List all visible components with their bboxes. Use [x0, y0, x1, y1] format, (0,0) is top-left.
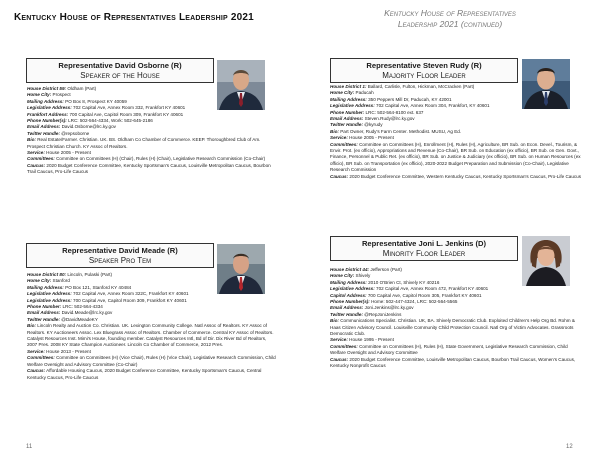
service: Service: House 2013 - Present	[27, 348, 91, 354]
info-line: Legislative Address: 702 Capital Ave, Annex Room 322C, Frankfort KY 40601	[27, 291, 189, 297]
rep-header-rudy	[330, 58, 518, 83]
info-line: House District 80: Lincoln, Pulaski (Part)	[27, 272, 113, 277]
caucus: Caucus: 2020 Budget Conference Committee, Western Kentucky Caucus, Kentucky Sportsman's Caucus, Pro-Life Caucus	[330, 173, 582, 179]
rep-info-jenkins	[330, 267, 582, 370]
title-line-2: Leadership 2021 (continued)	[397, 19, 503, 29]
page-title: Kentucky House of Representatives Leadership 2021	[14, 12, 254, 23]
info-line: Legislative Address: 702 Capital Ave, Annex Room 472, Frankfort KY 40601	[330, 286, 489, 292]
bio: Bio: Part Owner, Rudy's Farm Center. Methodist. MUSU, Ag Ed.	[330, 128, 462, 134]
page-number-left: 11	[26, 444, 33, 450]
info-line: Frankfort Address: 700 Capital Ave, Capitol Room 309, Frankfort KY 40601	[27, 111, 184, 117]
info-line: Email Address: Steven.Rudy@lrc.ky.gov	[330, 116, 415, 122]
page-number-right: 12	[566, 444, 573, 450]
info-line: Legislative Address: 702 Capital Ave, Annex Room 332, Frankfort KY 40601	[27, 105, 186, 111]
service: Service: House 2005 - Present	[330, 135, 394, 141]
rep-role: Speaker of the House	[80, 71, 160, 80]
rep-header-jenkins	[330, 236, 518, 261]
caucus: Caucus: Affordable Housing Caucus, 2020 Budget Conference Committee, Kentucky Sportsman's Caucus, Central Kentucky Caucus, Pro-Life Caucus	[27, 368, 262, 380]
rep-info-rudy	[330, 84, 582, 180]
info-line: Phone Number(s): Home: 502-447-4324, LRC: 502-564-5565	[330, 299, 458, 305]
rep-name: Representative David Osborne (R)	[58, 61, 182, 70]
info-line: Mailing Address: 2010 O'Brien Ct, Shively KY 40216	[330, 279, 440, 285]
info-line: Legislative Address: 702 Capital Ave, Annex Room 304, Frankfort, KY 40601	[330, 103, 490, 109]
rep-name: Representative Steven Rudy (R)	[366, 61, 482, 70]
info-line: Mailing Address: PO Box 121, Stanford KY 40484	[27, 284, 132, 290]
rep-role: Majority Floor Leader	[382, 71, 466, 80]
rep-info-meade	[27, 272, 277, 381]
info-line: Phone Number: LRC: 502-564-8100 ext. 637	[330, 109, 424, 115]
caucus: Caucus: 2020 Budget Conference Committee, Louisville Metropolitan Caucus, Bourbon Trail Caucus, Women's Caucus, Kentucky Nonprofit Caucus	[330, 356, 576, 369]
caucus: Caucus: 2020 Budget Conference Committee, Kentucky Sportsman's Caucus, Louisville Metropolitan Caucus, Bourbon Trail Caucus, Pro-Life Caucus	[27, 162, 271, 175]
info-line: Home City: Paducah	[330, 90, 374, 96]
info-line: House District 44: Jefferson (Part)	[330, 267, 402, 272]
rep-header-osborne	[26, 58, 214, 83]
info-line: Home City: Shively	[330, 273, 371, 279]
committees: Committees: Committee on Committees (H), Enrollment (H), Rules (H), Agriculture, BR Sub. on Econ. Devel., Tourism, & Envir. Prot. (ex officio), Appropriations and Revenue (Co-Chair), BR Sub. on Education (ex officio), BR Sub. on Gen. Govt., Finance, Personnel & Public Ret. (ex officio), BR Sub. on Justice & Judiciary (ex officio), BR Sub. on Human Resources (ex officio), BR Sub. on Transportation (ex officio), 2020-2022 Budget Preparation and Submission (Co-Chair), Legislative Research Commission	[330, 141, 581, 173]
bio: Bio: Communications Specialist. Christian. UK, BA. Shively Democratic Club. Exploited Children's Help Org Bd. Rohm & Haas Citizen Advisory Council. Louisville Community Child Protection Council. Natl Org of Victim Advocates. Grassroots Democratic Club.	[330, 318, 575, 337]
title-line-1: Kentucky House of Representatives	[384, 8, 516, 18]
service: Service: House 1995 - Present	[330, 337, 394, 343]
bio: Bio: Lincoln Realty and Auction Co. Christian. UK. Lexington Community College. Natl Assoc of Realtors. KY Assoc of Realtors. KY Auctioneers Assoc. Lex Bluegrass Assoc of Realtors. Chamber of Commerce. Central KY Assoc of Realtors. Catalyst Resources Inst. Mimi's House, founding member. Catalyst Resources Intl, Bd of Dir. Dix River Bd of Realtors, 2007 Pres. 2008 KY State Champion Auctioneer. Lincoln Co Chamber of Commerce, 2012 Pres.	[27, 323, 274, 348]
rep-header-meade	[26, 243, 214, 268]
info-line: Twitter Handle: @repsoborne	[27, 130, 90, 136]
rep-role: Speaker Pro Tem	[88, 256, 152, 265]
bio: Bio: Real Estate/Farmer. Christian. UK. BS. Oldham Co Chamber of Commerce. KEEP. Thoroughbred Club of Am. Prospect Christian Church. KY Assoc of Realtors.	[27, 137, 261, 149]
info-line: House District 1: Ballard, Carlisle, Fulton, Hickman, McCracken (Part)	[330, 84, 475, 89]
info-line: Phone Number: LRC: 502-564-4334	[27, 304, 103, 310]
info-line: Legislative Address: 700 Capital Ave, Capitol Room 309, Frankfort KY 40601	[27, 297, 187, 303]
info-line: Home City: Stanford	[27, 278, 70, 284]
committees: Committees: Committee on Committees (H) (Chair), Rules (H) (Chair), Legislative Research Commission (Co-Chair)	[27, 156, 266, 162]
info-line: Twitter Handle: @RepJoniJenkins	[330, 311, 402, 317]
info-line: Phone Number(s): LRC: 502-564-4334, Work: 502-645-2186	[27, 118, 153, 124]
info-line: Mailing Address: 350 Peppers Mill Dr, Paducah, KY 42001	[330, 96, 452, 102]
info-line: Twitter Handle: @kyrudy	[330, 122, 383, 128]
info-line: Home City: Prospect	[27, 92, 71, 98]
info-line: Email Address: David.Osborne@lrc.ky.gov	[27, 124, 116, 130]
info-line: Capitol Address: 700 Capital Ave, Capitol Room 305, Frankfort KY 40601	[330, 292, 482, 298]
service: Service: House 2005 - Present	[27, 150, 91, 156]
rep-name: Representative Joni L. Jenkins (D)	[361, 239, 487, 248]
page-title-continued	[318, 8, 582, 30]
rep-name: Representative David Meade (R)	[62, 246, 178, 255]
committees: Committees: Committee on Committees (H) (Vice Chair), Rules (H) (Vice Chair), Legislative Research Commission, Child Welfare Oversight and Advisory Committee (Co-Chair)	[27, 355, 276, 367]
info-line: Email Address: Joni.Jenkins@lrc.ky.gov	[330, 305, 414, 311]
rep-info-osborne	[27, 86, 277, 176]
rep-role: Minority Floor Leader	[382, 249, 466, 258]
info-line: Mailing Address: PO Box 8, Prospect KY 40059	[27, 98, 127, 104]
info-line: Twitter Handle: @DavidMeadeKY	[27, 316, 98, 322]
info-line: Email Address: David.Meade@lrc.ky.gov	[27, 310, 113, 316]
info-line: House District 59: Oldham (Part)	[27, 86, 97, 91]
committees: Committees: Committee on Committees (H), Rules (H), State Government, Legislative Research Commission, Child Welfare Oversight and Advisory Committee	[330, 343, 568, 356]
